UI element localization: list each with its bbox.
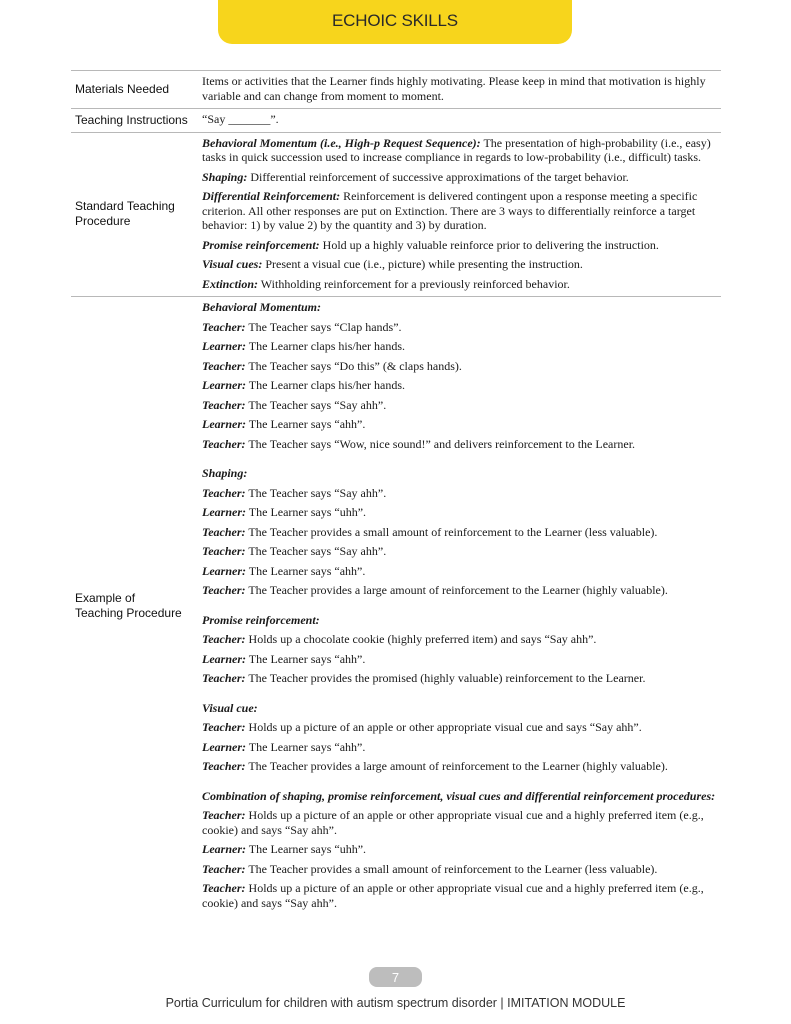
dialogue-speaker: Teacher:: [202, 632, 246, 646]
dialogue-line: [202, 842, 721, 857]
dialogue-text: The Teacher provides a small amount of reinforcement to the Learner (less valuable).: [245, 524, 658, 539]
dialogue-speaker: Teacher:: [202, 524, 246, 539]
example-heading-text: Behavioral Momentum:: [202, 300, 322, 314]
page-title: ECHOIC SKILLS: [332, 11, 458, 30]
dialogue-text: Holds up a picture of an apple or other appropriate visual cue and a highly preferred item (e.g., cookie) and says “Say ahh”.: [202, 808, 704, 837]
example-heading-text: Visual cue:: [202, 700, 258, 715]
row-example: [71, 296, 721, 915]
dialogue-speaker: Learner:: [202, 505, 246, 519]
dialogue-line: [202, 320, 721, 335]
dialogue-speaker: Teacher:: [202, 358, 246, 373]
definition-term: Promise reinforcement:: [202, 237, 320, 252]
definition-text: Withholding reinforcement for a previously reinforced behavior.: [258, 276, 570, 291]
definition-text: Hold up a highly valuable reinforce prior to delivering the instruction.: [319, 237, 659, 252]
dialogue-line: [202, 881, 721, 910]
dialogue-text: The Teacher provides a large amount of reinforcement to the Learner (highly valuable).: [245, 759, 668, 773]
instructions-paragraph: “Say _______”.: [202, 112, 279, 126]
dialogue-line: [202, 544, 721, 559]
definition-item: [202, 189, 721, 233]
materials-text: [202, 71, 721, 108]
dialogue-speaker: Learner:: [202, 651, 246, 666]
dialogue-speaker: Teacher:: [202, 861, 246, 876]
dialogue-speaker: Teacher:: [202, 319, 246, 334]
row-label-materials: Materials Needed: [75, 82, 170, 96]
row-materials: [71, 70, 721, 108]
example-heading: [202, 789, 721, 804]
example-heading-text: Combination of shaping, promise reinforcement, visual cues and differential reinforcement procedures:: [202, 788, 716, 803]
dialogue-line: [202, 720, 721, 735]
dialogue-line: [202, 398, 721, 413]
definition-text: The presentation of high-probability (i.e., easy) tasks in quick succession used to increase compliance in regards to low-probability (i.e., difficult) tasks.: [202, 135, 711, 164]
dialogue-line: [202, 339, 721, 354]
dialogue-speaker: Teacher:: [202, 759, 246, 773]
dialogue-text: The Teacher says “Wow, nice sound!” and delivers reinforcement to the Learner.: [245, 436, 636, 451]
dialogue-text: Holds up a picture of an apple or other appropriate visual cue and a highly preferred item (e.g., cookie) and says “Say ahh”.: [202, 881, 704, 910]
dialogue-text: Holds up a chocolate cookie (highly preferred item) and says “Say ahh”.: [245, 632, 597, 646]
dialogue-text: The Teacher provides a small amount of reinforcement to the Learner (less valuable).: [245, 861, 658, 876]
example-heading-text: Promise reinforcement:: [202, 612, 320, 627]
dialogue-text: The Learner claps his/her hands.: [246, 339, 406, 353]
dialogue-text: The Learner says “ahh”.: [246, 651, 366, 666]
dialogue-line: [202, 740, 721, 755]
definition-text: Reinforcement is delivered contingent upon a response meeting a specific criterion. All other responses are put on Extinction. There are 3 ways to differentially reinforce a target behavior: 1) by value 2) by the quantity and 3) by duration.: [202, 189, 698, 232]
dialogue-speaker: Teacher:: [202, 397, 246, 412]
definition-text: Differential reinforcement of successive approximations of the target behavior.: [247, 169, 629, 184]
dialogue-line: [202, 437, 721, 452]
dialogue-line: [202, 359, 721, 374]
example-heading-text: Shaping:: [202, 466, 248, 480]
definition-term: Behavioral Momentum (i.e., High-p Request Sequence):: [202, 135, 481, 150]
definition-term: Extinction:: [202, 276, 259, 291]
section-gap: [202, 691, 721, 701]
example-heading: [202, 300, 721, 315]
dialogue-speaker: Learner:: [202, 842, 246, 856]
dialogue-speaker: Teacher:: [202, 808, 246, 822]
dialogue-line: [202, 378, 721, 393]
dialogue-speaker: Learner:: [202, 378, 246, 392]
dialogue-line: [202, 632, 721, 647]
example-heading: [202, 466, 721, 481]
dialogue-text: The Learner says “uhh”.: [246, 842, 367, 856]
dialogue-line: [202, 808, 721, 837]
section-gap: [202, 456, 721, 466]
dialogue-speaker: Learner:: [202, 417, 246, 431]
dialogue-text: The Teacher says “Clap hands”.: [245, 319, 402, 334]
dialogue-line: [202, 486, 721, 501]
dialogue-speaker: Learner:: [202, 563, 246, 578]
dialogue-speaker: Teacher:: [202, 485, 246, 500]
definition-item: [202, 136, 721, 165]
dialogue-speaker: Teacher:: [202, 881, 246, 895]
dialogue-speaker: Learner:: [202, 339, 246, 353]
definition-text: Present a visual cue (i.e., picture) while presenting the instruction.: [262, 257, 583, 271]
dialogue-text: The Teacher says “Say ahh”.: [245, 544, 387, 558]
dialogue-line: [202, 525, 721, 540]
dialogue-text: The Learner says “ahh”.: [246, 417, 366, 431]
page-footer: Portia Curriculum for children with autism spectrum disorder | IMITATION MODULE: [165, 996, 626, 1010]
dialogue-text: Holds up a picture of an apple or other appropriate visual cue and says “Say ahh”.: [245, 720, 642, 734]
dialogue-speaker: Teacher:: [202, 544, 246, 558]
definition-term: Shaping:: [202, 169, 248, 184]
section-gap: [202, 779, 721, 789]
page-number-badge: [369, 967, 422, 987]
dialogue-line: [202, 417, 721, 432]
header-tab: [218, 0, 572, 44]
definition-term: Visual cues:: [202, 257, 263, 271]
dialogue-speaker: Learner:: [202, 739, 246, 754]
example-heading: [202, 701, 721, 716]
dialogue-text: The Teacher provides a large amount of reinforcement to the Learner (highly valuable).: [245, 583, 668, 597]
dialogue-line: [202, 652, 721, 667]
row-label-example: Example of Teaching Procedure: [75, 591, 182, 620]
dialogue-text: The Learner says “ahh”.: [246, 563, 366, 578]
dialogue-speaker: Teacher:: [202, 720, 246, 734]
procedure-table: [71, 70, 721, 915]
dialogue-speaker: Teacher:: [202, 583, 246, 597]
dialogue-speaker: Teacher:: [202, 436, 246, 451]
procedure-definitions: [202, 133, 721, 297]
dialogue-text: The Teacher says “Say ahh”.: [245, 397, 387, 412]
materials-paragraph: Items or activities that the Learner finds highly motivating. Please keep in mind that motivation is highly variable and can change from moment to moment.: [202, 74, 706, 103]
dialogue-line: [202, 671, 721, 686]
dialogue-text: The Teacher says “Do this” (& claps hands).: [245, 358, 462, 373]
dialogue-text: The Learner says “uhh”.: [246, 505, 367, 519]
definition-term: Differential Reinforcement:: [202, 189, 341, 203]
definition-item: [202, 238, 721, 253]
page-number: 7: [391, 969, 400, 985]
dialogue-line: [202, 583, 721, 598]
dialogue-line: [202, 564, 721, 579]
row-instructions: [71, 108, 721, 132]
example-dialogues: [202, 297, 721, 915]
row-procedure: [71, 132, 721, 297]
dialogue-text: The Teacher says “Say ahh”.: [245, 485, 387, 500]
dialogue-line: [202, 862, 721, 877]
definition-item: [202, 170, 721, 185]
row-label-procedure: Standard Teaching Procedure: [75, 199, 175, 229]
dialogue-speaker: Teacher:: [202, 671, 246, 685]
definition-item: [202, 277, 721, 292]
dialogue-text: The Learner claps his/her hands.: [246, 378, 406, 392]
section-gap: [202, 603, 721, 613]
definition-item: [202, 257, 721, 272]
dialogue-text: The Teacher provides the promised (highly valuable) reinforcement to the Learner.: [245, 671, 646, 685]
dialogue-text: The Learner says “ahh”.: [246, 739, 366, 754]
example-heading: [202, 613, 721, 628]
dialogue-line: [202, 759, 721, 774]
row-label-instructions: Teaching Instructions: [75, 112, 188, 127]
dialogue-line: [202, 505, 721, 520]
instructions-text: [202, 109, 721, 132]
